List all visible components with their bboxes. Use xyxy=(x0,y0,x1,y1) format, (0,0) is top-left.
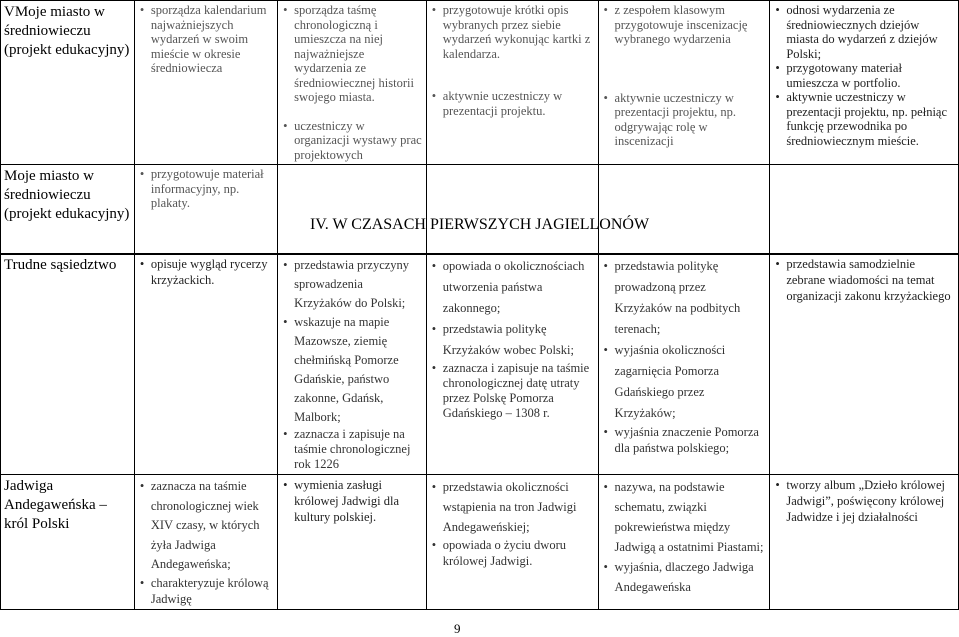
requirements-cell xyxy=(134,1,277,165)
requirements-cell xyxy=(770,475,959,610)
list-item: • przedstawia przyczyny sprowadzenia Krzyżaków do Polski; xyxy=(294,256,423,313)
list-item: • tworzy album „Dzieło królowej Jadwigi”, poświęcony królowej Jadwidze i jej działalności xyxy=(786,477,955,525)
topic-title: Trudne sąsiedztwo xyxy=(4,257,117,273)
list-item: • przedstawia politykę prowadzoną przez Krzyżaków na podbitych terenach; xyxy=(615,256,767,340)
topic-title: Jadwiga Andegaweńska – król Polski xyxy=(4,478,107,532)
requirements-cell xyxy=(278,165,427,255)
section-title: IV. W CZASACH PIERWSZYCH JAGIELLONÓW xyxy=(309,216,650,233)
list-item: • aktywnie uczestniczy w prezentacji projektu, np. odgrywając rolę w inscenizacji xyxy=(615,91,767,149)
list-item: • przedstawia samodzielnie zebrane wiadomości na temat organizacji zakonu krzyżackiego xyxy=(786,256,955,304)
topic-cell xyxy=(1,165,135,255)
list-item: • opowiada o życiu dworu królowej Jadwigi. xyxy=(443,537,595,569)
list-item: • przygotowuje krótki opis wybranych przez siebie wydarzeń wykonując kartki z kalendarza. xyxy=(443,3,595,61)
requirements-cell xyxy=(598,254,770,475)
list-item: • aktywnie uczestniczy w prezentacji projektu, np. pełniąc funkcję przewodnika po średniowiecznym mieście. xyxy=(786,90,955,148)
requirements-table-bottom xyxy=(0,253,959,610)
topic-title: Moje miasto w średniowieczu (projekt edukacyjny) xyxy=(4,168,130,222)
requirements-cell xyxy=(426,165,598,255)
requirements-cell xyxy=(426,254,598,475)
requirements-cell xyxy=(134,165,277,255)
list-item: • zaznacza i zapisuje na taśmie chronologicznej rok 1226 xyxy=(294,427,423,472)
list-item: • przedstawia politykę Krzyżaków wobec Polski; xyxy=(443,319,595,361)
list-item: • odnosi wydarzenia ze średniowiecznych dziejów miasta do wydarzeń z dziejów Polski; xyxy=(786,3,955,61)
list-item: • z zespołem klasowym przygotowuje inscenizację wybranego wydarzenia xyxy=(615,3,767,47)
requirements-cell xyxy=(134,254,277,475)
list-item: • zaznacza i zapisuje na taśmie chronologicznej datę utraty przez Polskę Pomorza Gdańskiego – 1308 r. xyxy=(443,361,595,421)
requirements-cell xyxy=(278,1,427,165)
requirements-cell xyxy=(770,1,959,165)
list-item: • opisuje wygląd rycerzy krzyżackich. xyxy=(151,256,274,288)
list-item: • sporządza taśmę chronologiczną i umieszcza na niej najważniejsze wydarzenia ze średniowiecznej historii swojego miasta. xyxy=(294,3,423,105)
requirements-cell xyxy=(598,475,770,610)
list-item: • uczestniczy w organizacji wystawy prac projektowych xyxy=(294,119,423,163)
list-item: • wymienia zasługi królowej Jadwigi dla kultury polskiej. xyxy=(294,477,423,525)
list-item: • aktywnie uczestniczy w prezentacji projektu. xyxy=(443,89,595,118)
list-item: • sporządza kalendarium najważniejszych wydarzeń w swoim mieście w okresie średniowiecza xyxy=(151,3,274,76)
list-item: • przygotowuje materiał informacyjny, np. plakaty. xyxy=(151,167,274,211)
requirements-cell xyxy=(426,1,598,165)
page-number: 9 xyxy=(454,621,461,636)
list-item: • wyjaśnia, dlaczego Jadwiga Andegaweńska xyxy=(615,557,767,597)
list-item: • przedstawia okoliczności wstąpienia na tron Jadwigi Andegaweńskiej; xyxy=(443,477,595,537)
requirements-cell xyxy=(426,475,598,610)
requirements-cell xyxy=(598,1,770,165)
requirements-cell xyxy=(770,165,959,255)
list-item: • charakteryzuje królową Jadwigę xyxy=(151,575,274,607)
topic-cell xyxy=(1,254,135,475)
requirements-cell xyxy=(598,165,770,255)
list-item: • opowiada o okolicznościach utworzenia państwa zakonnego; xyxy=(443,256,595,319)
topic-title: VMoje miasto w średniowieczu (projekt edukacyjny) xyxy=(4,4,130,58)
list-item: • przygotowany materiał umieszcza w portfolio. xyxy=(786,61,955,90)
list-item: • wyjaśnia okoliczności zagarnięcia Pomorza Gdańskiego przez Krzyżaków; xyxy=(615,340,767,424)
topic-cell xyxy=(1,475,135,610)
topic-cell xyxy=(1,1,135,165)
list-item: • wskazuje na mapie Mazowsze, ziemię chełmińską Pomorze Gdańskie, państwo zakonne, Gdańsk, Malbork; xyxy=(294,313,423,427)
list-item: • nazywa, na podstawie schematu, związki pokrewieństwa między Jadwigą a ostatnimi Piastami; xyxy=(615,477,767,557)
list-item: • wyjaśnia znaczenie Pomorza dla państwa polskiego; xyxy=(615,424,767,456)
requirements-cell xyxy=(278,475,427,610)
requirements-cell xyxy=(278,254,427,475)
list-item: • zaznacza na taśmie chronologicznej wiek XIV czasy, w których żyła Jadwiga Andegaweńska; xyxy=(151,477,274,575)
requirements-cell xyxy=(770,254,959,475)
requirements-cell xyxy=(134,475,277,610)
